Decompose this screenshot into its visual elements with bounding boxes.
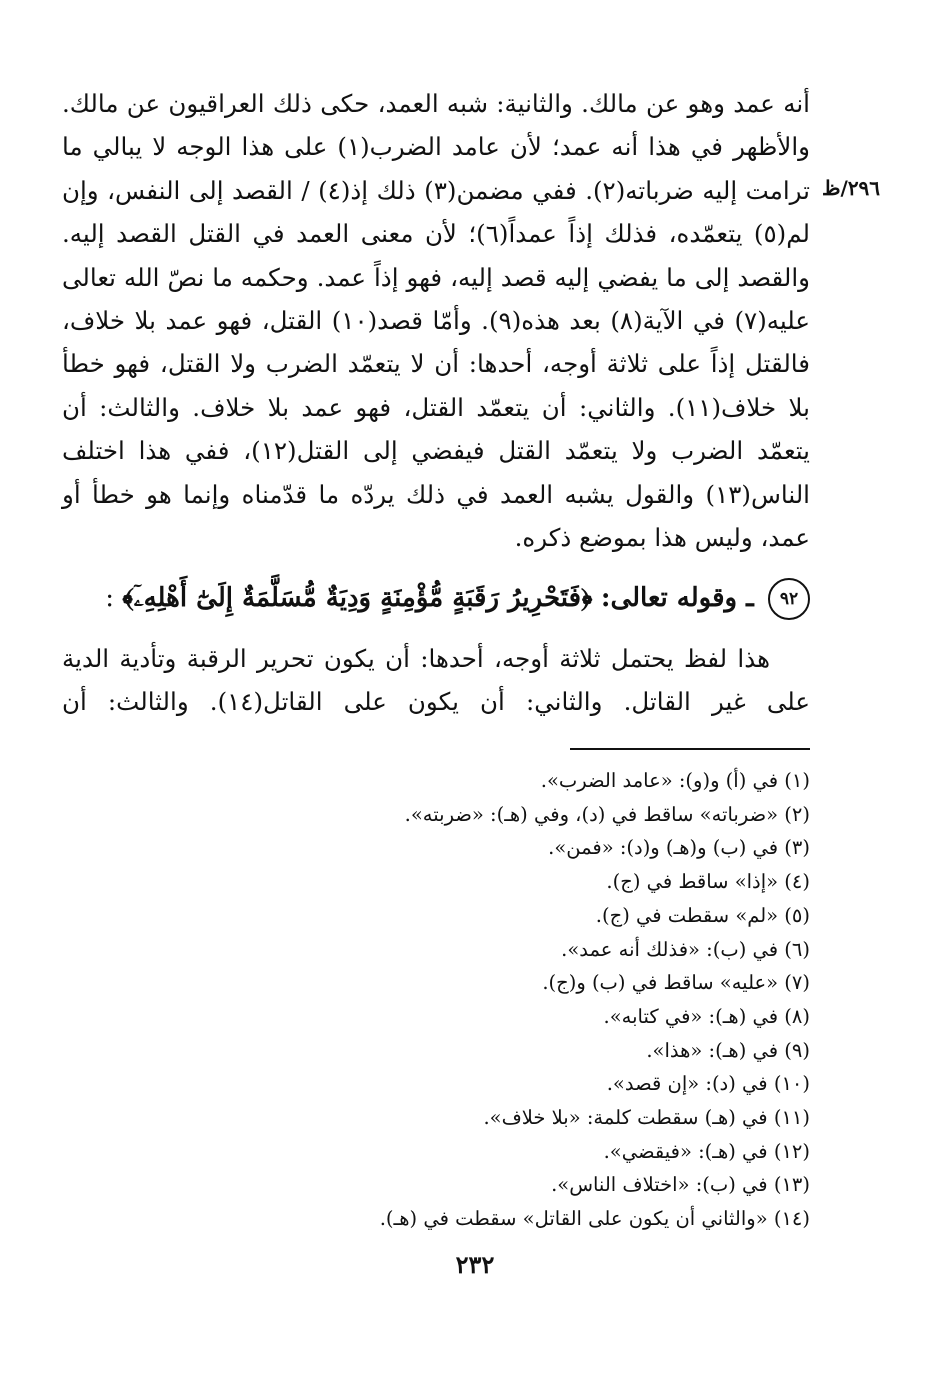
footnote: (١٤) «والثاني أن يكون على القاتل» سقطت في (هـ). (379, 1207, 810, 1231)
footnote: (٧) «عليه» ساقط في (ب) و(ج). (542, 971, 810, 995)
footnote: (١١) في (هـ) سقطت كلمة: «بلا خلاف». (483, 1106, 810, 1130)
footnotes-list (62, 764, 810, 1236)
page-number: ٢٣٢ (455, 1250, 495, 1279)
paragraph-verse-commentary: هذا لفظ يحتمل ثلاثة أوجه، أحدها: أن يكون تحرير الرقبة وتأدية الدية على غير القاتل. والثاني: أن يكون على القاتل(١٤). والثالث: أن (62, 644, 810, 717)
verse-number-badge: ٩٢ (768, 578, 810, 620)
footnote: (١٣) في (ب): «اختلاف الناس». (551, 1173, 810, 1197)
manuscript-folio-marker: ٢٩٦/ظ (822, 176, 881, 200)
footnote: (١٠) في (د): «إن قصد». (606, 1072, 810, 1096)
footnote-separator (570, 748, 810, 750)
footnote: (١٢) في (هـ): «فيقضي». (603, 1139, 810, 1163)
footnote: (٣) في (ب) و(هـ) و(د): «فمن». (548, 836, 810, 860)
footnote: (٩) في (هـ): «هذا». (646, 1038, 810, 1062)
verse-colon: : (105, 583, 114, 613)
verse-intro: ـ وقوله تعالى: (600, 583, 754, 613)
footnote: (٢) «ضرباته» ساقط في (د)، وفي (هـ): «ضربته». (404, 802, 810, 826)
second-text (62, 637, 810, 724)
verse-heading (62, 576, 810, 620)
footnote: (٥) «لم» سقطت في (ج). (595, 903, 810, 927)
quran-quote: ﴿فَتَحْرِيرُ رَقَبَةٍ مُّؤْمِنَةٍ وَدِيَةٌ مُّسَلَّمَةٌ إِلَىٰٓ أَهْلِهِۦٓ﴾ (122, 583, 593, 613)
main-text (62, 82, 810, 559)
footnote: (٤) «إذا» ساقط في (ج). (606, 870, 810, 894)
paragraph-commentary: أنه عمد وهو عن مالك. والثانية: شبه العمد، حكى ذلك العراقيون عن مالك. والأظهر في هذا أنه عمد؛ لأن عامد الضرب(١) على هذا الوجه لا يبالي ما ترامت إليه ضرباته(٢). ففي مضمن(٣) ذلك إذ(٤) / القصد إلى النفس، وإن لم(٥) يتعمّده، فذلك إذاً عمداً(٦)؛ لأن معنى العمد في القتل القصد إليه. والقصد إلى ما يفضي إليه قصد إليه، فهو إذاً عمد. وحكمه ما نصّ الله تعالى عليه(٧) في الآية(٨) بعد هذه(٩). وأمّا قصد(١٠) القتل، فهو عمد بلا خلاف، فالقتل إذاً على ثلاثة أوجه، أحدها: أن لا يتعمّد الضرب ولا القتل، فهو خطأ بلا خلاف(١١). والثاني: أن يتعمّد القتل، فهو عمد بلا خلاف. والثالث: أن يتعمّد الضرب ولا يتعمّد القتل فيفضي إلى القتل(١٢)، ففي هذا اختلف الناس(١٣) والقول يشبه العمد في ذلك يردّه ما قدّمناه وإنما هو خطأ أو عمد، وليس هذا بموضع ذكره. (62, 89, 811, 553)
footnote: (١) في (أ) و(و): «عامد الضرب». (540, 769, 810, 792)
footnote: (٨) في (هـ): «في كتابه». (603, 1004, 810, 1028)
footnote: (٦) في (ب): «فذلك أنه عمد». (561, 937, 810, 961)
